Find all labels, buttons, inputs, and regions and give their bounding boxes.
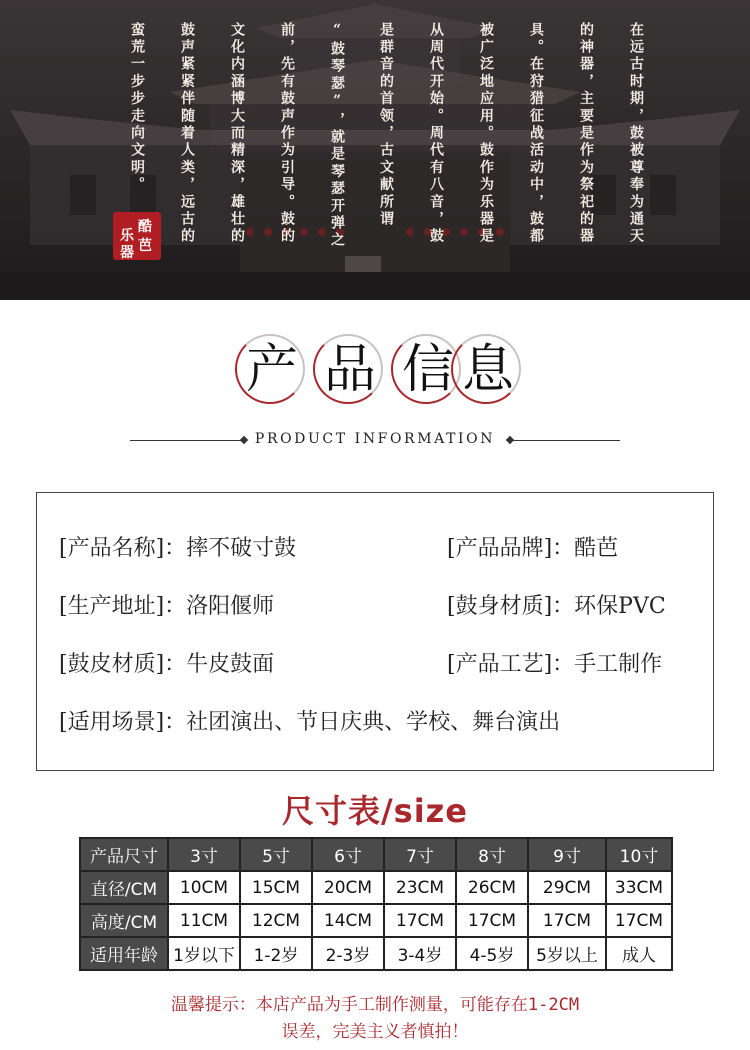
table-header-cell: 8寸 <box>456 838 528 871</box>
table-cell: 17CM <box>528 904 606 937</box>
section-subtitle: PRODUCT INFORMATION <box>254 431 496 447</box>
table-row <box>80 871 672 904</box>
seal-char: 酷 <box>138 219 152 235</box>
size-table-title: 尺寸表/size <box>281 792 469 830</box>
table-cell: 2-3岁 <box>312 937 384 970</box>
table-header-cell: 3寸 <box>168 838 240 871</box>
table-header-cell: 5寸 <box>240 838 312 871</box>
table-cell: 29CM <box>528 871 606 904</box>
table-cell: 17CM <box>606 904 672 937</box>
seal-char: 乐 <box>120 228 134 244</box>
info-usage: [适用场景]：社团演出、节日庆典、学校、舞台演出 <box>59 710 561 735</box>
table-header-cell: 10寸 <box>606 838 672 871</box>
hero-banner <box>0 0 750 300</box>
banner-text-column: 文化内涵博大而精深，雄壮的 <box>229 22 245 246</box>
banner-text-column: 的神器，主要是作为祭祀的器 <box>578 22 594 246</box>
table-row <box>80 937 672 970</box>
table-cell: 1岁以下 <box>168 937 240 970</box>
table-header-cell: 9寸 <box>528 838 606 871</box>
section-title <box>0 334 750 414</box>
table-cell: 17CM <box>384 904 456 937</box>
banner-text-column: 是群音的首领，古文献所谓 <box>378 22 394 229</box>
table-cell: 成人 <box>606 937 672 970</box>
table-cell: 20CM <box>312 871 384 904</box>
product-info-box <box>36 492 714 771</box>
info-body-material: [鼓身材质]：环保PVC <box>447 594 666 619</box>
brand-seal-stamp <box>113 212 161 260</box>
table-cell: 11CM <box>168 904 240 937</box>
seal-char: 器 <box>120 245 134 261</box>
info-skin-material: [鼓皮材质]：牛皮鼓面 <box>59 652 275 677</box>
warm-tip-line-1: 温馨提示：本店产品为手工制作测量，可能存在1-2CM <box>170 995 580 1015</box>
table-row <box>80 904 672 937</box>
divider-right <box>512 440 620 441</box>
table-cell: 5岁以上 <box>528 937 606 970</box>
table-cell: 12CM <box>240 904 312 937</box>
table-row-header: 直径/CM <box>80 871 168 904</box>
banner-text-column: 前，先有鼓声作为引导。鼓的 <box>279 22 295 246</box>
table-cell: 3-4岁 <box>384 937 456 970</box>
table-cell: 14CM <box>312 904 384 937</box>
warm-tip-line-2: 误差，完美主义者慎拍！ <box>281 1022 469 1042</box>
table-row-header: 适用年龄 <box>80 937 168 970</box>
table-cell: 10CM <box>168 871 240 904</box>
banner-text-column: 蛮荒一步步走向文明。 <box>129 22 145 194</box>
banner-text-column: 在远古时期，鼓被尊奉为通天 <box>628 22 644 246</box>
banner-text-column: 从周代开始。周代有八音，鼓 <box>428 22 444 246</box>
table-header-cell: 7寸 <box>384 838 456 871</box>
table-cell: 26CM <box>456 871 528 904</box>
banner-text-column: 鼓声紧紧伴随着人类，远古的 <box>179 22 195 246</box>
title-circle <box>235 334 305 404</box>
table-cell: 4-5岁 <box>456 937 528 970</box>
table-row-header: 高度/CM <box>80 904 168 937</box>
info-brand: [产品品牌]：酷芭 <box>447 536 619 561</box>
title-circle <box>451 334 521 404</box>
table-header-cell: 6寸 <box>312 838 384 871</box>
banner-text-column: 具。在狩猎征战活动中，鼓都 <box>528 22 544 246</box>
title-char: 息 <box>461 340 514 400</box>
table-cell: 33CM <box>606 871 672 904</box>
info-origin: [生产地址]：洛阳偃师 <box>59 594 275 619</box>
info-product-name: [产品名称]：摔不破寸鼓 <box>59 536 297 561</box>
size-table <box>79 837 673 971</box>
title-char: 品 <box>323 340 376 400</box>
info-craft: [产品工艺]：手工制作 <box>447 652 663 677</box>
banner-text-column: 被广泛地应用。鼓作为乐器是 <box>478 22 494 246</box>
table-header-row <box>80 838 672 871</box>
table-header-cell: 产品尺寸 <box>80 838 168 871</box>
table-cell: 17CM <box>456 904 528 937</box>
table-cell: 23CM <box>384 871 456 904</box>
table-cell: 15CM <box>240 871 312 904</box>
title-char: 信 <box>401 340 454 400</box>
title-circle <box>313 334 383 404</box>
title-char: 产 <box>245 340 298 400</box>
table-cell: 1-2岁 <box>240 937 312 970</box>
banner-text-column: “鼓琴瑟”，就是琴瑟开弹之 <box>329 22 345 250</box>
seal-char: 芭 <box>138 238 152 254</box>
